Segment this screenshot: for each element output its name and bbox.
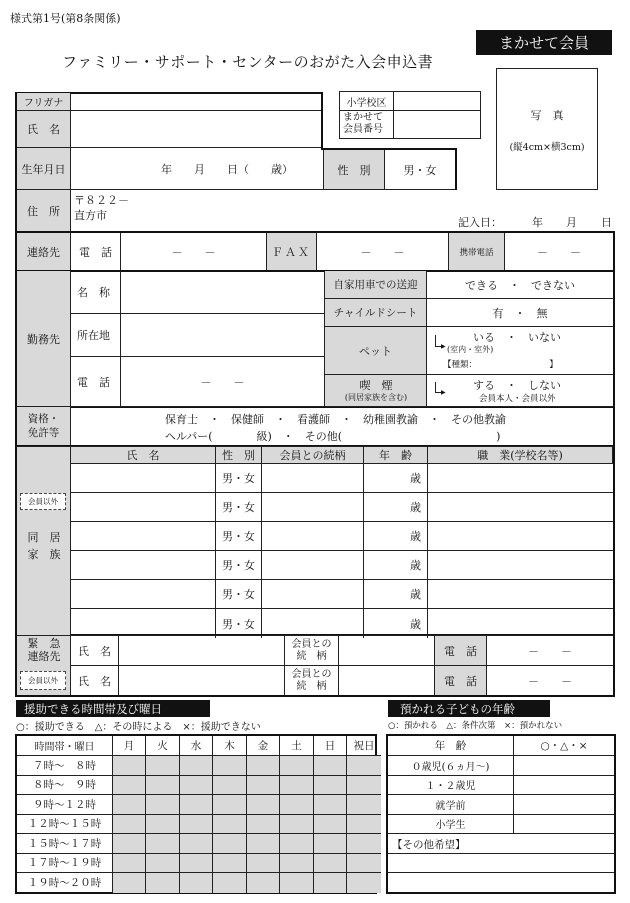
family-occupation-input[interactable]: [428, 493, 613, 522]
pet-cell: ▶ いる ・ いない (室内・室外) 【種類： 】: [427, 327, 613, 375]
schedule-cell[interactable]: [180, 834, 213, 854]
schedule-day-4: 金: [247, 736, 280, 756]
family-age[interactable]: 歳: [364, 580, 428, 609]
childseat-options[interactable]: 有 ・ 無: [427, 299, 613, 327]
school-district-label: 小学校区: [340, 92, 394, 111]
family-age[interactable]: 歳: [364, 609, 428, 638]
schedule-cell[interactable]: [247, 815, 280, 835]
schedule-cell[interactable]: [347, 854, 381, 874]
family-header-1: 性 別: [216, 447, 262, 464]
schedule-cell[interactable]: [113, 795, 146, 815]
member-number-input[interactable]: [394, 111, 480, 138]
qualification-row: [15, 406, 615, 447]
page-title: ファミリー・サポート・センターのおがた入会申込書: [62, 53, 434, 71]
emergency-label-cell: [17, 636, 71, 695]
workplace-phone-label: 電 話: [71, 357, 121, 406]
schedule-cell[interactable]: [314, 756, 347, 776]
ages-mark-cell[interactable]: [514, 776, 614, 796]
ages-row-2: 就学前: [388, 795, 514, 815]
workplace-location-input[interactable]: [121, 314, 325, 357]
schedule-cell[interactable]: [314, 834, 347, 854]
qualification-line2[interactable]: ヘルパー( 級) ・ その他( ): [165, 430, 501, 443]
entry-year: 年: [532, 216, 543, 229]
family-gender[interactable]: 男・女: [216, 522, 262, 551]
entry-month: 月: [566, 216, 577, 229]
emergency-name-input[interactable]: [119, 666, 285, 695]
address-city[interactable]: 直方市: [74, 209, 107, 222]
pet-kind[interactable]: 【種類： 】: [443, 360, 558, 370]
family-gender[interactable]: 男・女: [216, 493, 262, 522]
family-gender[interactable]: 男・女: [216, 464, 262, 493]
schedule-slot-3: １２時～１５時: [17, 815, 113, 835]
emergency-name-label: 氏 名: [71, 666, 119, 695]
furigana-input[interactable]: [71, 93, 321, 111]
family-header-0: 氏 名: [71, 447, 216, 464]
schedule-cell[interactable]: [146, 776, 180, 796]
schedule-cell[interactable]: [213, 795, 247, 815]
school-district-input[interactable]: [394, 92, 480, 111]
schedule-cell[interactable]: [146, 795, 180, 815]
emergency-phone-input[interactable]: － －: [487, 636, 613, 666]
family-gender[interactable]: 男・女: [216, 580, 262, 609]
schedule-cell[interactable]: [280, 756, 314, 776]
phone-input[interactable]: － －: [121, 233, 267, 270]
ages-mark-cell[interactable]: [514, 815, 614, 835]
member-number-label: まかせて 会員番号: [340, 111, 394, 138]
ages-other-line-1[interactable]: [388, 834, 614, 854]
schedule-cell[interactable]: [280, 795, 314, 815]
mobile-label: 携帯電話: [449, 233, 505, 270]
schedule-cell[interactable]: [347, 795, 381, 815]
schedule-slot-2: ９時～１２時: [17, 795, 113, 815]
schedule-cell[interactable]: [146, 873, 180, 893]
family-relation-input[interactable]: [262, 551, 364, 580]
family-header-3: 年 齢: [364, 447, 428, 464]
schedule-slot-0: ７時～ ８時: [17, 756, 113, 776]
car-options[interactable]: できる ・ できない: [427, 271, 613, 299]
photo-label: 写 真: [530, 109, 564, 122]
ages-other-label: 【その他希望】: [392, 839, 466, 851]
qualification-line1[interactable]: 保育士 ・ 保健師 ・ 看護師 ・ 幼稚園教諭 ・ その他教諭: [165, 413, 506, 426]
school-box: [339, 91, 481, 139]
family-age[interactable]: 歳: [364, 551, 428, 580]
smoking-options[interactable]: する ・ しない: [473, 379, 561, 392]
name-label: 氏 名: [17, 111, 71, 148]
schedule-cell[interactable]: [180, 795, 213, 815]
schedule-cell[interactable]: [113, 756, 146, 776]
emergency-relation-input[interactable]: [339, 636, 435, 666]
smoking-cell: ▶ する ・ しない 会員本人・会員以外: [427, 375, 613, 406]
mobile-input[interactable]: － －: [537, 245, 581, 259]
contact-row: [15, 231, 615, 272]
family-age[interactable]: 歳: [364, 464, 428, 493]
emergency-relation-label: 会員との 続 柄: [285, 636, 339, 666]
schedule-cell[interactable]: [146, 815, 180, 835]
schedule-cell[interactable]: [213, 873, 247, 893]
schedule-day-3: 木: [213, 736, 247, 756]
schedule-cell[interactable]: [247, 834, 280, 854]
workplace-label: 勤務先: [17, 271, 71, 406]
family-occupation-input[interactable]: [428, 580, 613, 609]
workplace-name-input[interactable]: [121, 271, 325, 314]
ages-table: [386, 734, 616, 894]
schedule-cell[interactable]: [113, 873, 146, 893]
family-occupation-input[interactable]: [428, 609, 613, 638]
photo-size: (縦4cm×横3cm): [509, 142, 585, 153]
family-header-4: 職 業(学校名等): [428, 447, 613, 464]
schedule-slot-6: １９時～２０時: [17, 873, 113, 893]
family-label-cell: [17, 447, 71, 636]
birthdate-label: 生年月日: [17, 148, 71, 190]
emergency-phone-label: 電 話: [435, 666, 487, 695]
emergency-relation-input[interactable]: [339, 666, 435, 695]
schedule-cell[interactable]: [180, 854, 213, 874]
ages-title: 預かれる子どもの年齢: [388, 700, 550, 717]
qualification-label: 資格・ 免許等: [17, 407, 71, 445]
schedule-cell[interactable]: [213, 756, 247, 776]
ages-col-mark: ○・△・×: [514, 736, 614, 756]
schedule-cell[interactable]: [347, 834, 381, 854]
schedule-cell[interactable]: [314, 776, 347, 796]
schedule-cell[interactable]: [247, 873, 280, 893]
pet-place[interactable]: (室内・室外): [447, 345, 494, 354]
car-label: 自家用車での送迎: [325, 271, 427, 299]
schedule-cell[interactable]: [113, 854, 146, 874]
schedule-cell[interactable]: [347, 756, 381, 776]
emergency-name-label: 氏 名: [71, 636, 119, 666]
family-name-input[interactable]: [71, 493, 216, 522]
member-type-banner: まかせて会員: [476, 30, 612, 55]
schedule-cell[interactable]: [146, 854, 180, 874]
schedule-cell[interactable]: [213, 776, 247, 796]
emergency-phone-input[interactable]: － －: [528, 674, 572, 688]
family-name-input[interactable]: [71, 580, 216, 609]
emergency-non-member-tag: 会員以外: [20, 671, 66, 690]
family-relation-input[interactable]: [262, 522, 364, 551]
ages-legend: ○：預かれる △：条件次第 ×：預かれない: [388, 721, 563, 731]
fax-label: ＦＡＸ: [267, 233, 317, 270]
schedule-day-7: 祝日: [347, 736, 381, 756]
family-gender[interactable]: 男・女: [216, 551, 262, 580]
schedule-cell[interactable]: [314, 795, 347, 815]
gender-label: 性 別: [323, 150, 385, 190]
schedule-day-6: 日: [314, 736, 347, 756]
smoking-sub[interactable]: 会員本人・会員以外: [479, 394, 556, 404]
schedule-cell[interactable]: [146, 834, 180, 854]
schedule-cell[interactable]: [113, 776, 146, 796]
entry-date-label: 記入日：: [458, 216, 502, 229]
schedule-cell[interactable]: [247, 756, 280, 776]
family-age[interactable]: 歳: [364, 522, 428, 551]
family-relation-input[interactable]: [262, 493, 364, 522]
schedule-day-5: 土: [280, 736, 314, 756]
smoking-note: (同居家族を含む): [344, 393, 408, 402]
schedule-table: [15, 734, 377, 894]
schedule-cell[interactable]: [314, 854, 347, 874]
pet-options[interactable]: いる ・ いない: [473, 331, 561, 344]
ages-mark-cell[interactable]: [514, 756, 614, 776]
schedule-cell[interactable]: [280, 854, 314, 874]
schedule-cell[interactable]: [113, 834, 146, 854]
postal-code[interactable]: 〒８２２－: [74, 194, 129, 207]
schedule-cell[interactable]: [280, 776, 314, 796]
family-name-input[interactable]: [71, 522, 216, 551]
workplace-phone-input[interactable]: － －: [121, 357, 325, 406]
family-occupation-input[interactable]: [428, 522, 613, 551]
schedule-slot-1: ８時～ ９時: [17, 776, 113, 796]
emergency-relation-label: 会員との 続 柄: [285, 666, 339, 695]
form-number: 様式第1号(第8条関係): [10, 12, 121, 25]
family-name-input[interactable]: [71, 464, 216, 493]
address-label: 住 所: [17, 190, 71, 232]
family-occupation-input[interactable]: [428, 464, 613, 493]
ages-row-3: 小学生: [388, 815, 514, 835]
gender-options[interactable]: 男・女: [385, 150, 455, 190]
schedule-cell[interactable]: [213, 834, 247, 854]
ages-mark-cell[interactable]: [514, 795, 614, 815]
emergency-label: 緊 急 連絡先: [27, 637, 61, 663]
schedule-cell[interactable]: [180, 776, 213, 796]
schedule-cell[interactable]: [180, 756, 213, 776]
schedule-cell[interactable]: [213, 854, 247, 874]
ages-row-0: ０歳児(６ヵ月～): [388, 756, 514, 776]
ages-col-age: 年 齢: [388, 736, 514, 756]
schedule-cell[interactable]: [314, 815, 347, 835]
schedule-cell[interactable]: [213, 815, 247, 835]
schedule-cell[interactable]: [347, 815, 381, 835]
schedule-cell[interactable]: [247, 795, 280, 815]
schedule-cell[interactable]: [113, 815, 146, 835]
family-non-member-tag: 会員以外: [20, 493, 66, 510]
name-input[interactable]: [71, 111, 321, 148]
family-age[interactable]: 歳: [364, 493, 428, 522]
family-gender[interactable]: 男・女: [216, 609, 262, 638]
workplace-name-label: 名 称: [71, 271, 121, 314]
pet-label: ペット: [325, 327, 427, 375]
childseat-label: チャイルドシート: [325, 299, 427, 327]
schedule-cell[interactable]: [347, 873, 381, 893]
frame-step-2: [455, 148, 457, 190]
ages-row-1: １・２歳児: [388, 776, 514, 796]
workplace-location-label: 所在地: [71, 314, 121, 357]
entry-day: 日: [601, 216, 612, 229]
schedule-day-2: 水: [180, 736, 213, 756]
phone-label: 電 話: [71, 233, 121, 270]
schedule-title: 援助できる時間帯及び曜日: [16, 700, 210, 717]
schedule-slot-4: １５時～１７時: [17, 834, 113, 854]
family-relation-input[interactable]: [262, 464, 364, 493]
family-name-input[interactable]: [71, 551, 216, 580]
schedule-cell[interactable]: [247, 776, 280, 796]
family-relation-input[interactable]: [262, 609, 364, 638]
schedule-cell[interactable]: [180, 873, 213, 893]
workplace-block: [15, 271, 615, 408]
contact-label: 連絡先: [17, 233, 71, 270]
ages-other-line-2[interactable]: [388, 854, 614, 873]
emergency-phone-label: 電 話: [435, 636, 487, 666]
schedule-day-1: 火: [146, 736, 180, 756]
schedule-cell[interactable]: [146, 756, 180, 776]
schedule-cell[interactable]: [280, 873, 314, 893]
family-label: 同 居 家 族: [27, 531, 61, 561]
family-relation-input[interactable]: [262, 580, 364, 609]
schedule-corner: 時間帯・曜日: [17, 736, 113, 756]
birthdate-input[interactable]: 年 月 日（ 歳）: [71, 148, 323, 190]
schedule-legend: ○：援助できる △：その時による ×：援助できない: [16, 722, 261, 733]
schedule-day-0: 月: [113, 736, 146, 756]
schedule-cell[interactable]: [180, 815, 213, 835]
schedule-cell[interactable]: [280, 815, 314, 835]
schedule-cell[interactable]: [347, 776, 381, 796]
family-header-2: 会員との続柄: [262, 447, 364, 464]
smoking-label-cell: [325, 375, 427, 406]
emergency-block: [15, 635, 615, 697]
schedule-cell[interactable]: [280, 834, 314, 854]
schedule-cell[interactable]: [247, 854, 280, 874]
furigana-label: フリガナ: [17, 93, 71, 111]
smoking-label: 喫 煙: [359, 379, 393, 392]
family-block: [15, 446, 615, 636]
photo-box: [496, 68, 598, 190]
family-occupation-input[interactable]: [428, 551, 613, 580]
emergency-name-input[interactable]: [119, 636, 285, 666]
family-name-input[interactable]: [71, 609, 216, 638]
fax-input[interactable]: － －: [317, 233, 449, 270]
schedule-slot-5: １７時～１９時: [17, 854, 113, 874]
schedule-cell[interactable]: [314, 873, 347, 893]
